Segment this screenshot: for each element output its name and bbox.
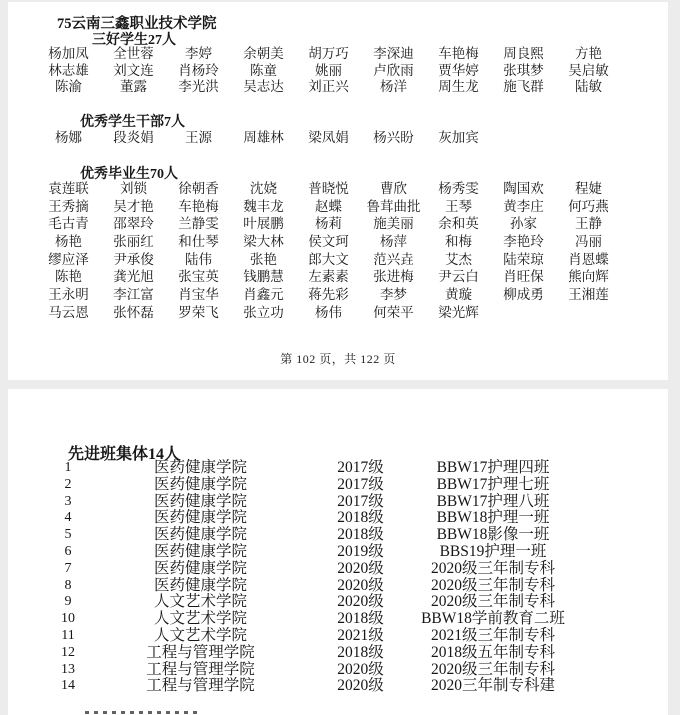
student-name: 张宝英: [178, 269, 219, 285]
student-name: 李深迪: [373, 46, 414, 61]
name-row: [36, 198, 636, 216]
student-name: 蒋先彩: [308, 287, 349, 303]
student-name: 李梦: [380, 287, 407, 303]
student-name: 陈渝: [55, 79, 82, 95]
student-name: 马云恩: [48, 304, 89, 320]
student-name: 肖杨玲: [178, 62, 219, 78]
student-name: 肖鑫元: [243, 287, 284, 303]
student-name: 车艳梅: [438, 46, 479, 61]
class-num: 2: [64, 476, 72, 492]
student-name: 魏丰龙: [243, 198, 284, 214]
outstanding-graduates-grid: [36, 180, 636, 322]
student-name: 肖旺保: [503, 269, 544, 285]
student-name: 和梅: [445, 234, 472, 250]
class-college: 医药健康学院: [153, 526, 247, 544]
student-name: 尹云白: [438, 269, 479, 285]
student-name: 张丽红: [113, 234, 154, 250]
student-name: 钱鹏慧: [243, 269, 284, 285]
student-name: 全世蓉: [113, 46, 154, 61]
student-name: 周良熙: [503, 46, 544, 61]
student-name: 施飞群: [503, 79, 544, 95]
class-cls: 2020级三年制专科: [430, 559, 555, 577]
student-name: 张进梅: [373, 269, 414, 285]
student-name: 冯丽: [575, 234, 602, 250]
student-name: 胡万巧: [308, 46, 349, 61]
class-grade: 2018级: [337, 610, 384, 628]
student-name: 方艳: [575, 46, 602, 61]
student-name: 沈娆: [250, 181, 277, 196]
student-name: 王源: [185, 130, 212, 145]
advanced-classes-table: [8, 460, 668, 695]
student-name: 姚丽: [315, 62, 342, 78]
class-table-row: [8, 594, 668, 611]
class-college: 工程与管理学院: [146, 643, 255, 661]
class-table-row: [8, 494, 668, 511]
class-grade: 2017级: [337, 459, 384, 476]
class-num: 6: [64, 543, 72, 559]
class-college: 人文艺术学院: [153, 626, 247, 644]
class-table-row: [8, 460, 668, 477]
student-name: 艾杰: [445, 251, 472, 267]
class-table-row: [8, 611, 668, 628]
student-name: 董露: [120, 79, 147, 95]
student-name: 兰静雯: [178, 216, 219, 232]
class-college: 工程与管理学院: [146, 660, 255, 678]
class-table-row: [8, 628, 668, 645]
class-table-row: [8, 578, 668, 595]
student-name: 周雄林: [243, 130, 284, 145]
class-college: 工程与管理学院: [146, 677, 255, 695]
class-college: 医药健康学院: [153, 459, 247, 476]
student-name: 张怀磊: [113, 304, 154, 320]
section-heading-student-cadres: 优秀学生干部7人: [80, 115, 185, 130]
student-name: 陶国欢: [503, 181, 544, 196]
class-cls: BBW18学前教育二班: [421, 610, 565, 628]
name-row: [36, 180, 636, 198]
class-num: 7: [64, 560, 72, 576]
class-table-row: [8, 561, 668, 578]
student-name: 杨伟: [315, 304, 342, 320]
student-name: 陈童: [250, 62, 277, 78]
section-heading-outstanding-graduates: 优秀毕业生70人: [80, 167, 178, 182]
name-row: [36, 130, 636, 147]
clipped-text-fragment: [85, 711, 197, 714]
student-name: 普晓悦: [308, 181, 349, 196]
class-cls: BBW17护理七班: [436, 475, 550, 493]
class-grade: 2019级: [337, 542, 384, 560]
document-page-103: [8, 389, 668, 715]
student-name: 鲁茸曲批: [366, 198, 421, 214]
class-college: 医药健康学院: [153, 576, 247, 594]
student-name: 缪应泽: [48, 251, 89, 267]
student-name: 余和英: [438, 216, 479, 232]
student-name: 吴才艳: [113, 198, 154, 214]
student-name: 叶展鹏: [243, 216, 284, 232]
student-name: 范兴垚: [373, 251, 414, 267]
student-name: 张艳: [250, 251, 277, 267]
class-grade: 2018级: [337, 526, 384, 544]
class-cls: 2020级三年制专科: [430, 576, 555, 594]
student-name: 杨莉: [315, 216, 342, 232]
student-name: 郎大文: [308, 251, 349, 267]
student-name: 李艳玲: [503, 234, 544, 250]
student-name: 何荣平: [373, 304, 414, 320]
class-cls: BBW18护理一班: [436, 509, 550, 527]
student-name: 王湘莲: [568, 287, 609, 303]
student-name: 罗荣飞: [178, 304, 219, 320]
student-name: 毛古青: [48, 216, 89, 232]
class-college: 医药健康学院: [153, 559, 247, 577]
student-name: 左素素: [308, 269, 349, 285]
student-name: 黄璇: [445, 287, 472, 303]
name-row: [36, 251, 636, 269]
student-name: 刘锁: [120, 181, 147, 196]
class-cls: 2020级三年制专科: [430, 660, 555, 678]
student-name: 孙家: [510, 216, 537, 232]
student-name: 龚光旭: [113, 269, 154, 285]
class-cls: BBW18影像一班: [436, 526, 550, 544]
student-cadres-grid: [36, 130, 636, 147]
student-name: 梁凤娟: [308, 130, 349, 145]
class-college: 医药健康学院: [153, 475, 247, 493]
class-cls: 2018级五年制专科: [430, 643, 555, 661]
class-num: 10: [61, 611, 75, 627]
name-row: [36, 304, 636, 322]
class-grade: 2017级: [337, 492, 384, 510]
student-name: 梁光辉: [438, 304, 479, 320]
school-title: 75云南三鑫职业技术学院: [57, 16, 217, 32]
student-name: 灰加宾: [438, 130, 479, 145]
student-name: 肖恩蝶: [568, 251, 609, 267]
student-name: 刘正兴: [308, 79, 349, 95]
student-name: 周生龙: [438, 79, 479, 95]
student-name: 段炎娟: [113, 130, 154, 145]
class-cls: BBW17护理八班: [436, 492, 550, 510]
class-table-row: [8, 645, 668, 662]
name-row: [36, 63, 636, 80]
student-name: 林志雄: [48, 62, 89, 78]
name-row: [36, 46, 636, 63]
student-name: 杨娜: [55, 130, 82, 145]
class-num: 12: [61, 644, 75, 660]
student-name: 吴启敏: [568, 62, 609, 78]
class-table-row: [8, 678, 668, 695]
student-name: 肖宝华: [178, 287, 219, 303]
student-name: 曹欣: [380, 181, 407, 196]
student-name: 邵翠玲: [113, 216, 154, 232]
section-heading-three-good-students: 三好学生27人: [92, 33, 176, 48]
student-name: 王永明: [48, 287, 89, 303]
student-name: 杨洋: [380, 79, 407, 95]
student-name: 袁莲联: [48, 181, 89, 196]
class-table-row: [8, 477, 668, 494]
class-college: 医药健康学院: [153, 509, 247, 527]
student-name: 张立功: [243, 304, 284, 320]
document-page-102: [8, 2, 668, 380]
student-name: 刘文连: [113, 62, 154, 78]
class-num: 1: [64, 460, 72, 475]
name-row: [36, 215, 636, 233]
student-name: 侯文珂: [308, 234, 349, 250]
student-name: 陈艳: [55, 269, 82, 285]
student-name: 张琪梦: [503, 62, 544, 78]
class-num: 8: [64, 577, 72, 593]
student-name: 何巧燕: [568, 198, 609, 214]
name-row: [36, 268, 636, 286]
class-college: 医药健康学院: [153, 542, 247, 560]
student-name: 杨兴盼: [373, 130, 414, 145]
name-row: [36, 286, 636, 304]
student-name: 赵蝶: [315, 198, 342, 214]
student-name: 杨艳: [55, 234, 82, 250]
class-grade: 2020级: [337, 677, 384, 695]
student-name: 梁大林: [243, 234, 284, 250]
class-college: 医药健康学院: [153, 492, 247, 510]
class-grade: 2020级: [337, 576, 384, 594]
student-name: 王静: [575, 216, 602, 232]
class-college: 人文艺术学院: [153, 593, 247, 611]
student-name: 王秀摘: [48, 198, 89, 214]
student-name: 杨加凤: [48, 46, 89, 61]
student-name: 车艳梅: [178, 198, 219, 214]
class-num: 4: [64, 510, 72, 526]
class-num: 11: [61, 627, 75, 643]
student-name: 程婕: [575, 181, 602, 196]
class-grade: 2020级: [337, 593, 384, 611]
student-name: 杨萍: [380, 234, 407, 250]
student-name: 王琴: [445, 198, 472, 214]
class-cls: 2020级三年制专科: [430, 593, 555, 611]
student-name: 杨秀雯: [438, 181, 479, 196]
student-name: 余朝美: [243, 46, 284, 61]
class-cls: 2020三年制专科建: [430, 677, 555, 695]
three-good-students-grid: [36, 46, 636, 96]
student-name: 黄李庄: [503, 198, 544, 214]
student-name: 熊向辉: [568, 269, 609, 285]
class-cls: 2021级三年制专科: [430, 626, 555, 644]
class-num: 14: [61, 678, 75, 694]
class-cls: BBW17护理四班: [436, 459, 550, 476]
student-name: 陆荣琼: [503, 251, 544, 267]
class-cls: BBS19护理一班: [439, 542, 547, 560]
class-table-row: [8, 527, 668, 544]
section-heading-advanced-classes: 先进班集体14人: [68, 446, 181, 463]
name-row: [36, 233, 636, 251]
student-name: 和仕琴: [178, 234, 219, 250]
name-row: [36, 79, 636, 96]
student-name: 柳成勇: [503, 287, 544, 303]
class-table-row: [8, 510, 668, 527]
student-name: 徐朝香: [178, 181, 219, 196]
page-number-footer: 第 102 页，共 122 页: [280, 352, 396, 366]
class-num: 13: [61, 661, 75, 677]
student-name: 李光洪: [178, 79, 219, 95]
class-num: 5: [64, 527, 72, 543]
class-table-row: [8, 544, 668, 561]
student-name: 尹承俊: [113, 251, 154, 267]
student-name: 李婷: [185, 46, 212, 61]
class-num: 9: [64, 594, 72, 610]
class-college: 人文艺术学院: [153, 610, 247, 628]
class-grade: 2020级: [337, 660, 384, 678]
student-name: 施美丽: [373, 216, 414, 232]
class-num: 3: [64, 493, 72, 509]
class-table-row: [8, 662, 668, 679]
student-name: 李江富: [113, 287, 154, 303]
student-name: 卢欣雨: [373, 62, 414, 78]
class-grade: 2018级: [337, 643, 384, 661]
class-grade: 2018级: [337, 509, 384, 527]
class-grade: 2021级: [337, 626, 384, 644]
class-grade: 2020级: [337, 559, 384, 577]
student-name: 吴志达: [243, 79, 284, 95]
student-name: 贾华婷: [438, 62, 479, 78]
student-name: 陆伟: [185, 251, 212, 267]
student-name: 陆敏: [575, 79, 602, 95]
class-grade: 2017级: [337, 475, 384, 493]
